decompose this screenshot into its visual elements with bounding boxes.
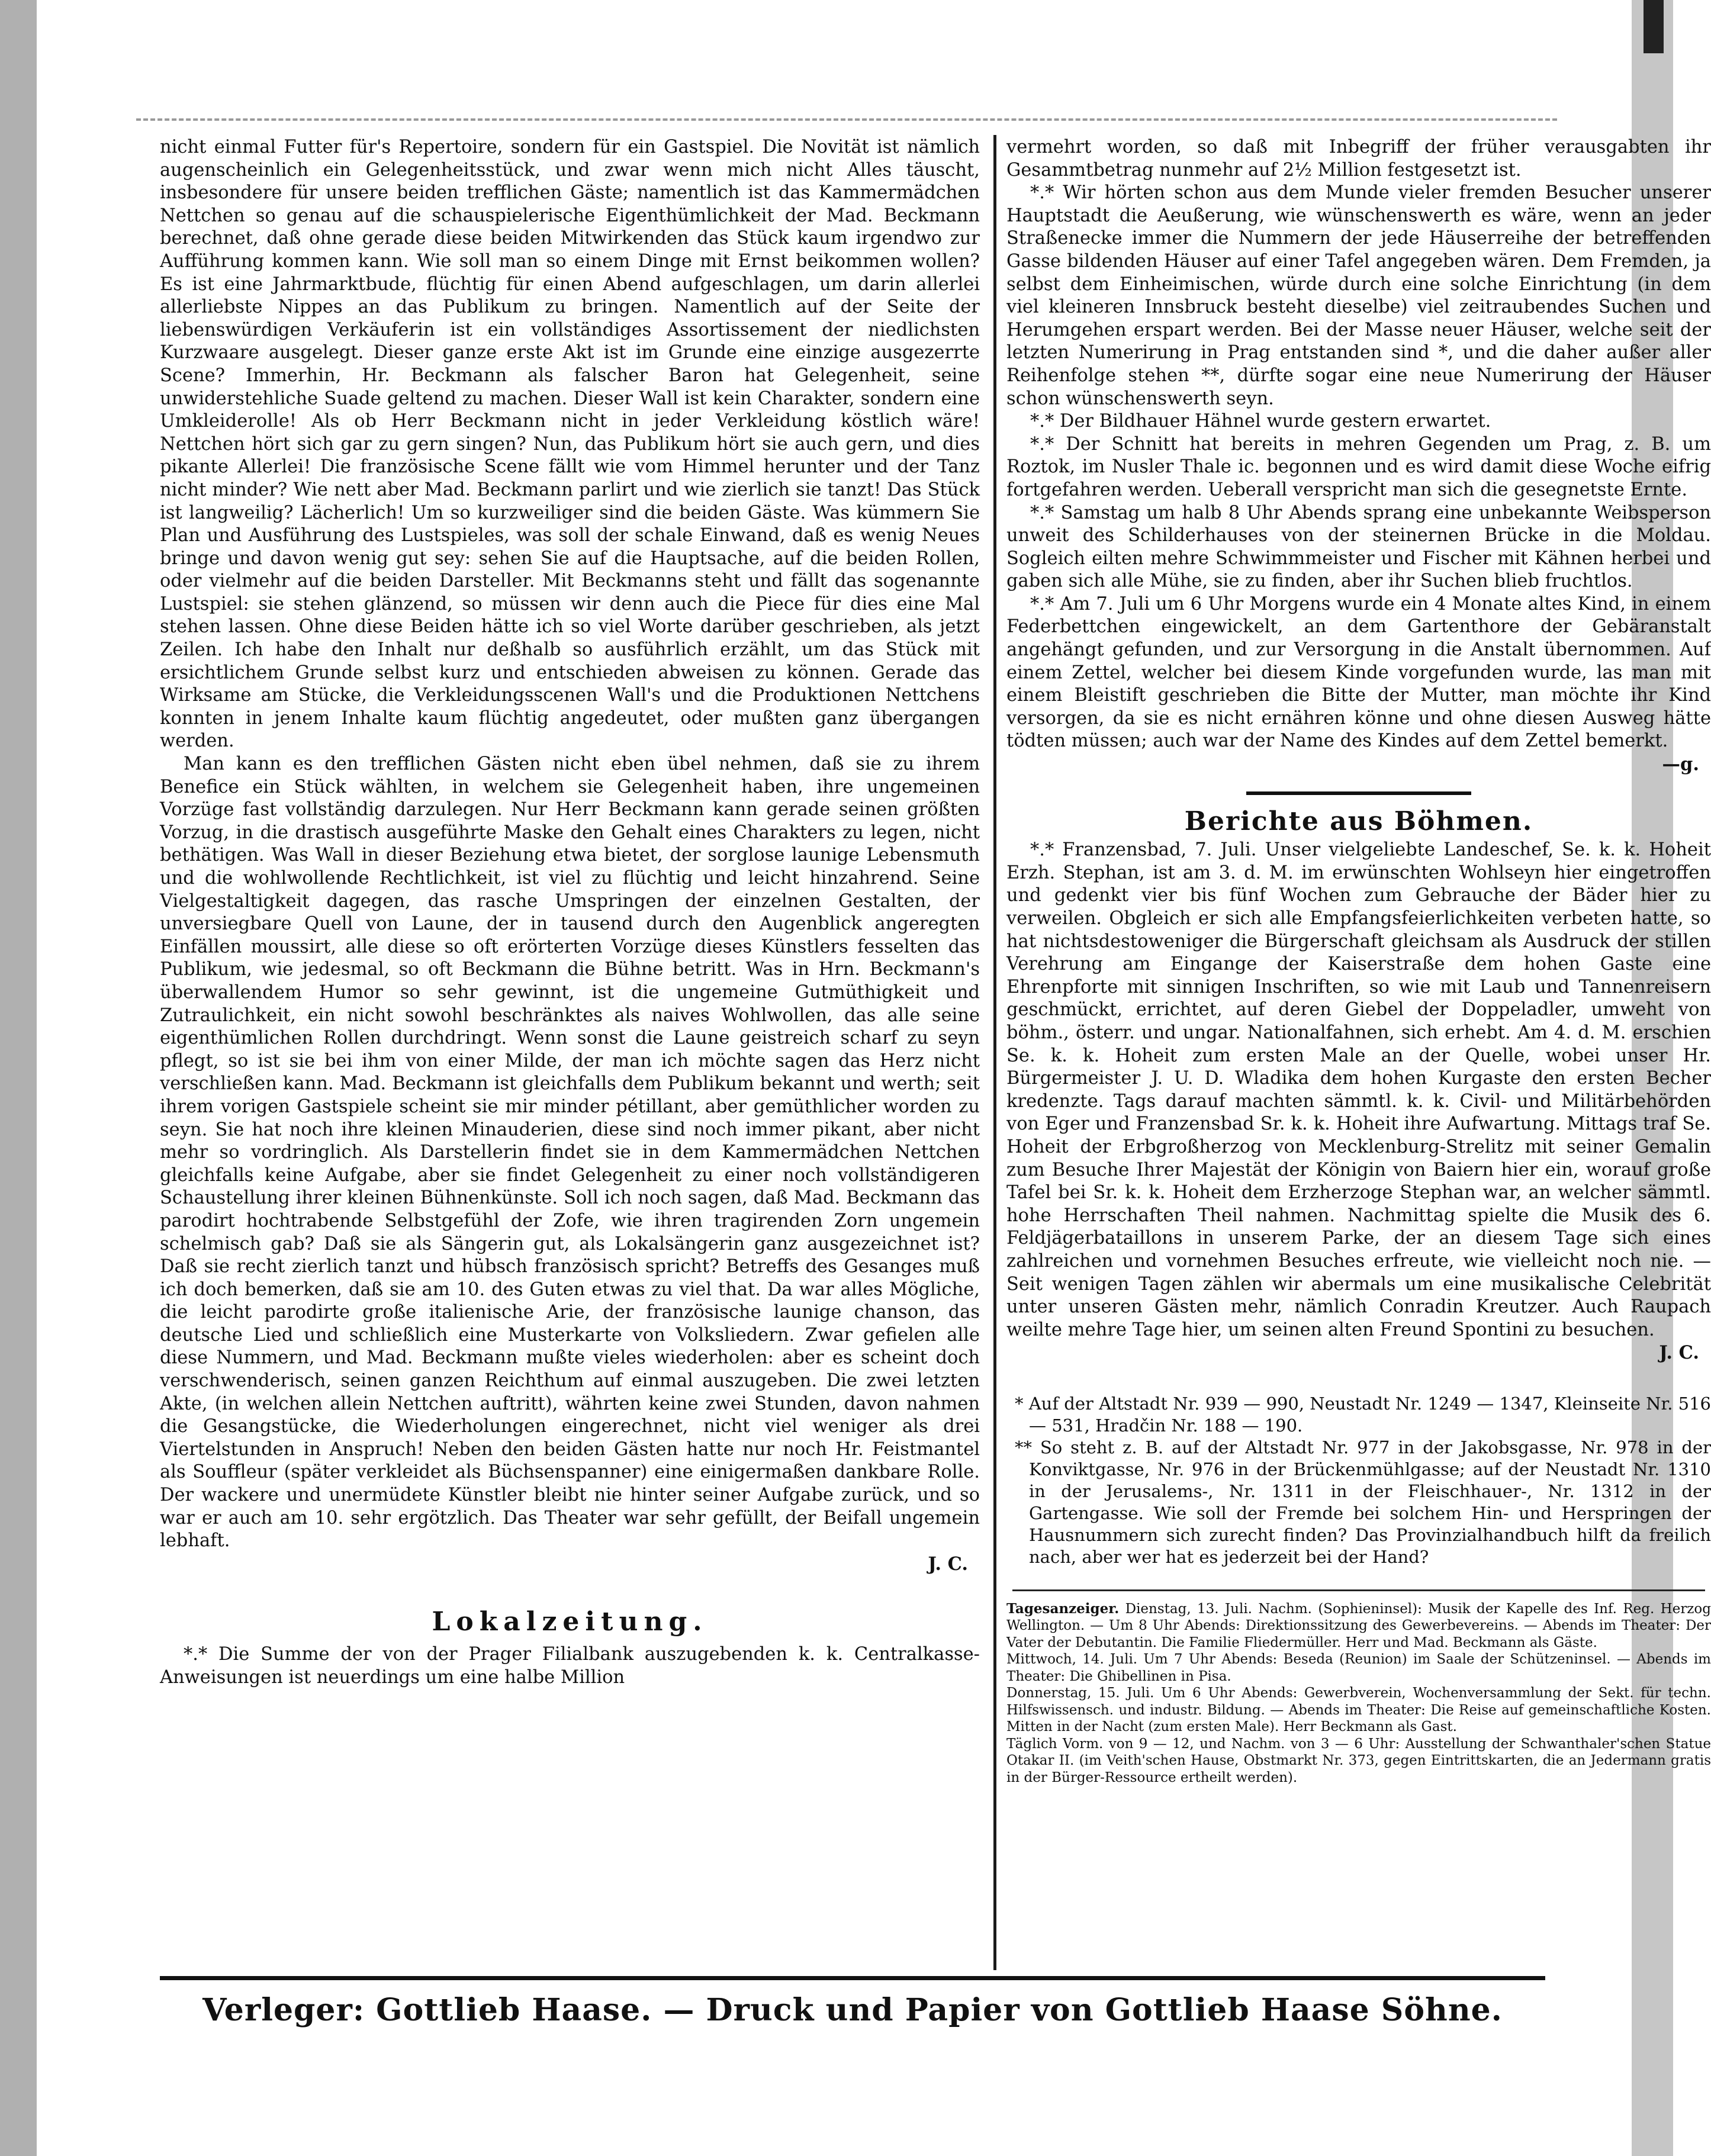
lokalzeitung-item-schnitt: *.* Der Schnitt hat bereits in mehren Gegenden um Prag, z. B. um Roztok, im Nusler Thale ic. begonnen und es wird damit diese Woche eifrig fortgefahren werden. Ueberall verspricht man sich die gesegnetste Ernte.	[1006, 433, 1711, 500]
column-divider	[993, 135, 996, 1970]
header-rule	[136, 118, 1557, 121]
agenda-dienstag-text: Dienstag, 13. Juli. Nachm. (Sophieninsel): Musik der Kapelle des Inf. Reg. Herzog Wellington. — Um 8 Uhr Abends: Direktionssitzung des Gewerbevereins. — Abends im Theater: Der Vater der Debutantin. Die Familie Fliedermüller. Herr und Mad. Beckmann als Gäste.	[1006, 1601, 1711, 1650]
section-rule	[1246, 791, 1471, 795]
imprint-rule	[160, 1976, 1545, 1980]
theater-review-paragraph-1: nicht einmal Futter für's Repertoire, sondern für ein Gastspiel. Die Novität ist nämlich augenscheinlich ein Gelegenheitsstück, und zwar wenn mich nicht Alles täuscht, insbesondere für unsere beiden trefflichen Gäste; namentlich ist das Kammermädchen Nettchen so genau auf die schauspielerische Eigenthümlichkeit der Mad. Beckmann berechnet, daß ohne gerade diese beiden Mitwirkenden das Stück kaum irgendwo zur Aufführung kommen kann. Wie soll man so einem Dinge mit Ernst beikommen wollen? Es ist eine Jahrmarktbude, flüchtig für einen Abend aufgeschlagen, um darin allerlei allerliebste Nippes an das Publikum zu bringen. Namentlich auf der Seite der liebenswürdigen Verkäuferin ist ein vollständiges Assortissement der niedlichsten Kurzwaare ausgelegt. Dieser ganze erste Akt ist im Grunde eine einzige ausgezerrte Scene? Immerhin, Hr. Beckmann als falscher Baron hat Gelegenheit, seine unwiderstehliche Suade geltend zu machen. Dieser Wall ist kein Charakter, sondern eine Umkleiderolle! Als ob Herr Beckmann nicht in jeder Verkleidung köstlich wäre! Nettchen hört sich gar zu gern singen? Nun, das Publikum hört sie auch gern, und dies pikante Allerlei! Die französische Scene fällt wie vom Himmel herunter und der Tanz nicht minder? Wie nett aber Mad. Beckmann parlirt und wie zierlich sie tanzt! Das Stück ist langweilig? Lächerlich! Um so kurzweiliger sind die beiden Gäste. Was kümmern Sie Plan und Ausführung des Lustspieles, was soll der schale Einwand, daß es wenig Neues bringe und davon wenig gut sey: sehen Sie auf die Hauptsache, auf die beiden Rollen, oder vielmehr auf die beiden Darsteller. Mit Beckmanns steht und fällt das sogenannte Lustspiel: sie stehen glänzend, so müssen wir denn auch die Piece für dies eine Mal stehen lassen. Ohne diese Beiden hätte ich so viel Worte darüber geschrieben, als jetzt Zeilen. Ich habe den Inhalt nur deßhalb so ausführlich erzählt, um das Stück mit ersichtlichem Grunde selbst kurz und entschieden abweisen zu können. Gerade das Wirksame am Stücke, die Verkleidungsscenen Wall's und die Produktionen Nettchens konnten in jenem Inhalte kaum flüchtig angedeutet, oder mußten ganz übergangen werden.	[160, 137, 980, 752]
agenda-heading: Tagesanzeiger.	[1006, 1600, 1120, 1617]
imprint: Verleger: Gottlieb Haase. — Druck und Papier von Gottlieb Haase Söhne.	[202, 1992, 1503, 2028]
berichte-franzensbad-paragraph: *.* Franzensbad, 7. Juli. Unser vielgeliebte Landeschef, Se. k. k. Hoheit Erzh. Stephan, ist am 3. d. M. im erwünschten Wohlseyn hier eingetroffen und gedenkt vier bis fünf Wochen zum Gebrauche der Bäder hier zu verweilen. Obgleich er sich alle Empfangsfeierlichkeiten verbeten hatte, so hat nichtsdestoweniger die Bürgerschaft gleichsam als Ausdruck der stillen Verehrung am Eingange der Kaiserstraße dem hohen Gaste eine Ehrenpforte mit sinnigen Inschriften, so wie mit Laub und Tannenreisern geschmückt, errichtet, auf deren Giebel der Doppeladler, umweht von böhm., österr. und ungar. Nationalfahnen, sich erhebt. Am 4. d. M. erschien Se. k. k. Hoheit zum ersten Male an der Quelle, wobei unser Hr. Bürgermeister J. U. D. Wladika dem hohen Kurgaste den ersten Becher kredenzte. Tags darauf machten sämmtl. k. k. Civil- und Militärbehörden von Eger und Franzensbad Sr. k. k. Hoheit ihre Aufwartung. Mittags traf Se. Hoheit der Erbgroßherzog von Mecklenburg-Strelitz mit seiner Gemalin zum Besuche Ihrer Majestät der Königin von Baiern hier ein, worauf große Tafel bei Sr. k. k. Hoheit dem Erzherzoge Stephan war, an welcher sämmtl. hohe Herrschaften Theil nahmen. Nachmittag spielte die Musik des 6. Feldjägerbataillons in unserem Parke, der an diesem Tage sich eines zahlreichen und vornehmen Besuches erfreute, wie vielleicht noch nie. — Seit wenigen Tagen zählen wir abermals um eine musikalische Celebrität unter unseren Gästen mehr, nämlich Conradin Kreutzer. Auch Raupach weilte mehre Tage hier, um seinen alten Freund Spontini zu besuchen.	[1006, 839, 1711, 1340]
lokalzeitung-item-hausnummern: *.* Wir hörten schon aus dem Munde vieler fremden Besucher unserer Hauptstadt die Aeußerung, wie wünschenswerth es wäre, wenn an jeder Straßenecke immer die Nummern der jede Häuserreihe der betreffenden Gasse bildenden Häuser auf einer Tafel angegeben wären. Dem Fremden, ja selbst dem Einheimischen, würde durch eine solche Einrichtung (in dem viel kleineren Innsbruck besteht dieselbe) viel zeitraubendes Suchen und Herumgehen erspart werden. Bei der Masse neuer Häuser, welche seit der letzten Numerirung in Prag entstanden sind *, und die daher außer aller Reihenfolge stehen **, dürfte sogar eine neue Numerirung der Häuser schon wünschenswerth seyn.	[1006, 182, 1711, 409]
newspaper-page	[136, 118, 1711, 2036]
scan-corner-shadow	[1644, 0, 1664, 53]
lokalzeitung-item-bildhauer: *.* Der Bildhauer Hähnel wurde gestern erwartet.	[1030, 411, 1491, 432]
berichte-boehmen-heading: Berichte aus Böhmen.	[1184, 806, 1533, 836]
theater-review-signature: J. C.	[928, 1553, 968, 1575]
lokalzeitung-item-filialbank-cont: vermehrt worden, so daß mit Inbegriff der früher verausgabten ihr Gesammtbetrag nunmehr auf 2½ Million festgesetzt ist.	[1006, 137, 1711, 181]
agenda-taeglich: Täglich Vorm. von 9 — 12, und Nachm. von 3 — 6 Uhr: Ausstellung der Schwanthaler'schen Statue Otakar II. (im Veith'schen Hause, Obstmarkt Nr. 373, gegen Eintrittskarten, die an Jedermann gratis in der Bürger-Ressource ertheilt werden).	[1006, 1736, 1711, 1785]
lokalzeitung-item-moldau: *.* Samstag um halb 8 Uhr Abends sprang eine unbekannte Weibsperson unweit des Schilderhauses von der steinernen Brücke in die Moldau. Sogleich eilten mehre Schwimmmeister und Fischer mit Kähnen herbei und gaben sich alle Mühe, sie zu finden, aber ihr Suchen blieb fruchtlos.	[1006, 502, 1711, 592]
tagesanzeiger	[1006, 1601, 1711, 1787]
footnotes	[1006, 1393, 1711, 1568]
agenda-dienstag	[1006, 1601, 1711, 1652]
berichte-signature: J. C.	[1659, 1342, 1699, 1364]
agenda-rule	[1012, 1589, 1705, 1591]
agenda-mittwoch: Mittwoch, 14. Juli. Um 7 Uhr Abends: Beseda (Reunion) im Saale der Schützeninsel. — Abends im Theater: Die Ghibellinen in Pisa.	[1006, 1652, 1711, 1684]
footnote-2: ** So steht z. B. auf der Altstadt Nr. 977 in der Jakobsgasse, Nr. 978 in der Konviktgasse, Nr. 976 in der Brückenmühlgasse; auf der Neustadt Nr. 1310 in der Jerusalems-, Nr. 1311 in der Fleischhauer-, Nr. 1312 in der Gartengasse. Wie soll der Fremde bei solchem Hin- und Herspringen der Hausnummern sich zurecht finden? Das Provinzialhandbuch hilft da freilich nach, aber wer hat es jederzeit bei der Hand?	[1015, 1437, 1711, 1567]
agenda-donnerstag: Donnerstag, 15. Juli. Um 6 Uhr Abends: Gewerbverein, Wochenversammlung der Sekt. für techn. Hilfswissensch. und industr. Bildung. — Abends im Theater: Die Reise auf gemeinschaftliche Kosten. Mitten in der Nacht (zum ersten Male). Herr Beckmann als Gast.	[1006, 1685, 1711, 1735]
left-column	[160, 136, 980, 1689]
footnote-1: * Auf der Altstadt Nr. 939 — 990, Neustadt Nr. 1249 — 1347, Kleinseite Nr. 516 — 531, Hradčin Nr. 188 — 190.	[1015, 1393, 1711, 1436]
lokalzeitung-heading: Lokalzeitung.	[432, 1607, 708, 1637]
lokalzeitung-item-filialbank: *.* Die Summe der von der Prager Filialbank auszugebenden k. k. Centralkasse-Anweisungen ist neuerdings um eine halbe Million	[160, 1644, 980, 1688]
theater-review-paragraph-2: Man kann es den trefflichen Gästen nicht eben übel nehmen, daß sie zu ihrem Benefice ein Stück wählten, in welchem sie Gelegenheit haben, ihre ungemeinen Vorzüge fast vollständig darzulegen. Nur Herr Beckmann kann gerade seinen größten Vorzug, in die drastisch ausgeführte Maske den Gehalt eines Charakters zu legen, nicht bethätigen. Was Wall in dieser Beziehung etwa bietet, der sorglose launige Lebensmuth und die wohlwollende Rechtlichkeit, ist viel zu flüchtig und leicht hinzahrend. Seine Vielgestaltigkeit dagegen, das rasche Umspringen der einzelnen Gestalten, der unversiegbare Quell von Laune, der in tausend durch den Augenblick angeregten Einfällen moussirt, alle diese so oft erörterten Vorzüge dieses Künstlers fesselten das Publikum, wie jedesmal, so oft Beckmann die Bühne betritt. Was in Hrn. Beckmann's überwallendem Humor so sehr gewinnt, ist die ungemeine Gutmüthigkeit und Zutraulichkeit, ein nicht sowohl beschränktes als naives Wohlwollen, das alle seine eigenthümlichen Rollen durchdringt. Wenn sonst die Laune geistreich scharf zu seyn pflegt, so ist sie bei ihm von einer Milde, der man ich möchte sagen das Herz nicht verschließen kann. Mad. Beckmann ist gleichfalls dem Publikum bekannt und werth; seit ihrem vorigen Gastspiele scheint sie mir minder pétillant, aber gemüthlicher worden zu seyn. Sie hat noch ihre kleinen Minauderien, diese sind noch immer pikant, aber nicht mehr so vordringlich. Als Darstellerin findet sie in dem Kammermädchen Nettchen gleichfalls keine Aufgabe, aber sie findet Gelegenheit zu einer noch vollständigeren Schaustellung ihrer kleinen Bühnenkünste. Soll ich noch sagen, daß Mad. Beckmann das parodirt hochtrabende Selbstgefühl der Zofe, wie ihren tragirenden Zorn ungemein schelmisch gab? Daß sie als Sängerin gut, als Lokalsängerin ganz ausgezeichnet ist? Daß sie recht zierlich tanzt und hübsch französisch spricht? Betreffs des Gesanges muß ich doch bemerken, daß sie am 10. des Guten etwas zu viel that. Da war alles Mögliche, die leicht parodirte große italienische Arie, der französische launige chanson, das deutsche Lied und schließlich eine Musterkarte von Volksliedern. Zwar gefielen alle diese Nummern, und Mad. Beckmann mußte vieles wiederholen: aber es scheint doch verschwenderisch, seinen ganzen Reichthum auf einmal auszugeben. Die zwei letzten Akte, (in welchen allein Nettchen auftritt), währten keine zwei Stunden, davon nahmen die Gesangstücke, die Wiederholungen eingerechnet, nicht viel weniger als drei Viertelstunden in Anspruch! Neben den beiden Gästen hatte nur noch Hr. Feistmantel als Souffleur (später verkleidet als Büchsenspanner) eine einigermaßen dankbare Rolle. Der wackere und unermüdete Künstler bleibt nie hinter seiner Aufgabe zurück, und so war er auch am 10. sehr ergötzlich. Das Theater war sehr gefüllt, der Beifall ungemein lebhaft.	[160, 754, 980, 1552]
lokalzeitung-item-kind: *.* Am 7. Juli um 6 Uhr Morgens wurde ein 4 Monate altes Kind, in einem Federbettchen eingewickelt, an dem Gartenthore der Gebäranstalt angehängt gefunden, und zur Versorgung in die Anstalt übernommen. Auf einem Zettel, welcher bei diesem Kinde vorgefunden wurde, las man mit einem Bleistift geschrieben die Bitte der Mutter, man möchte ihr Kind versorgen, da sie es nicht ernähren könne und ohne diesen Ausweg hätte tödten müssen; auch war der Name des Kindes auf dem Zettel bemerkt.	[1006, 593, 1711, 752]
lokalzeitung-signature: —g.	[1662, 754, 1699, 775]
scan-left-edge	[0, 0, 37, 2156]
right-column	[1006, 136, 1711, 1786]
